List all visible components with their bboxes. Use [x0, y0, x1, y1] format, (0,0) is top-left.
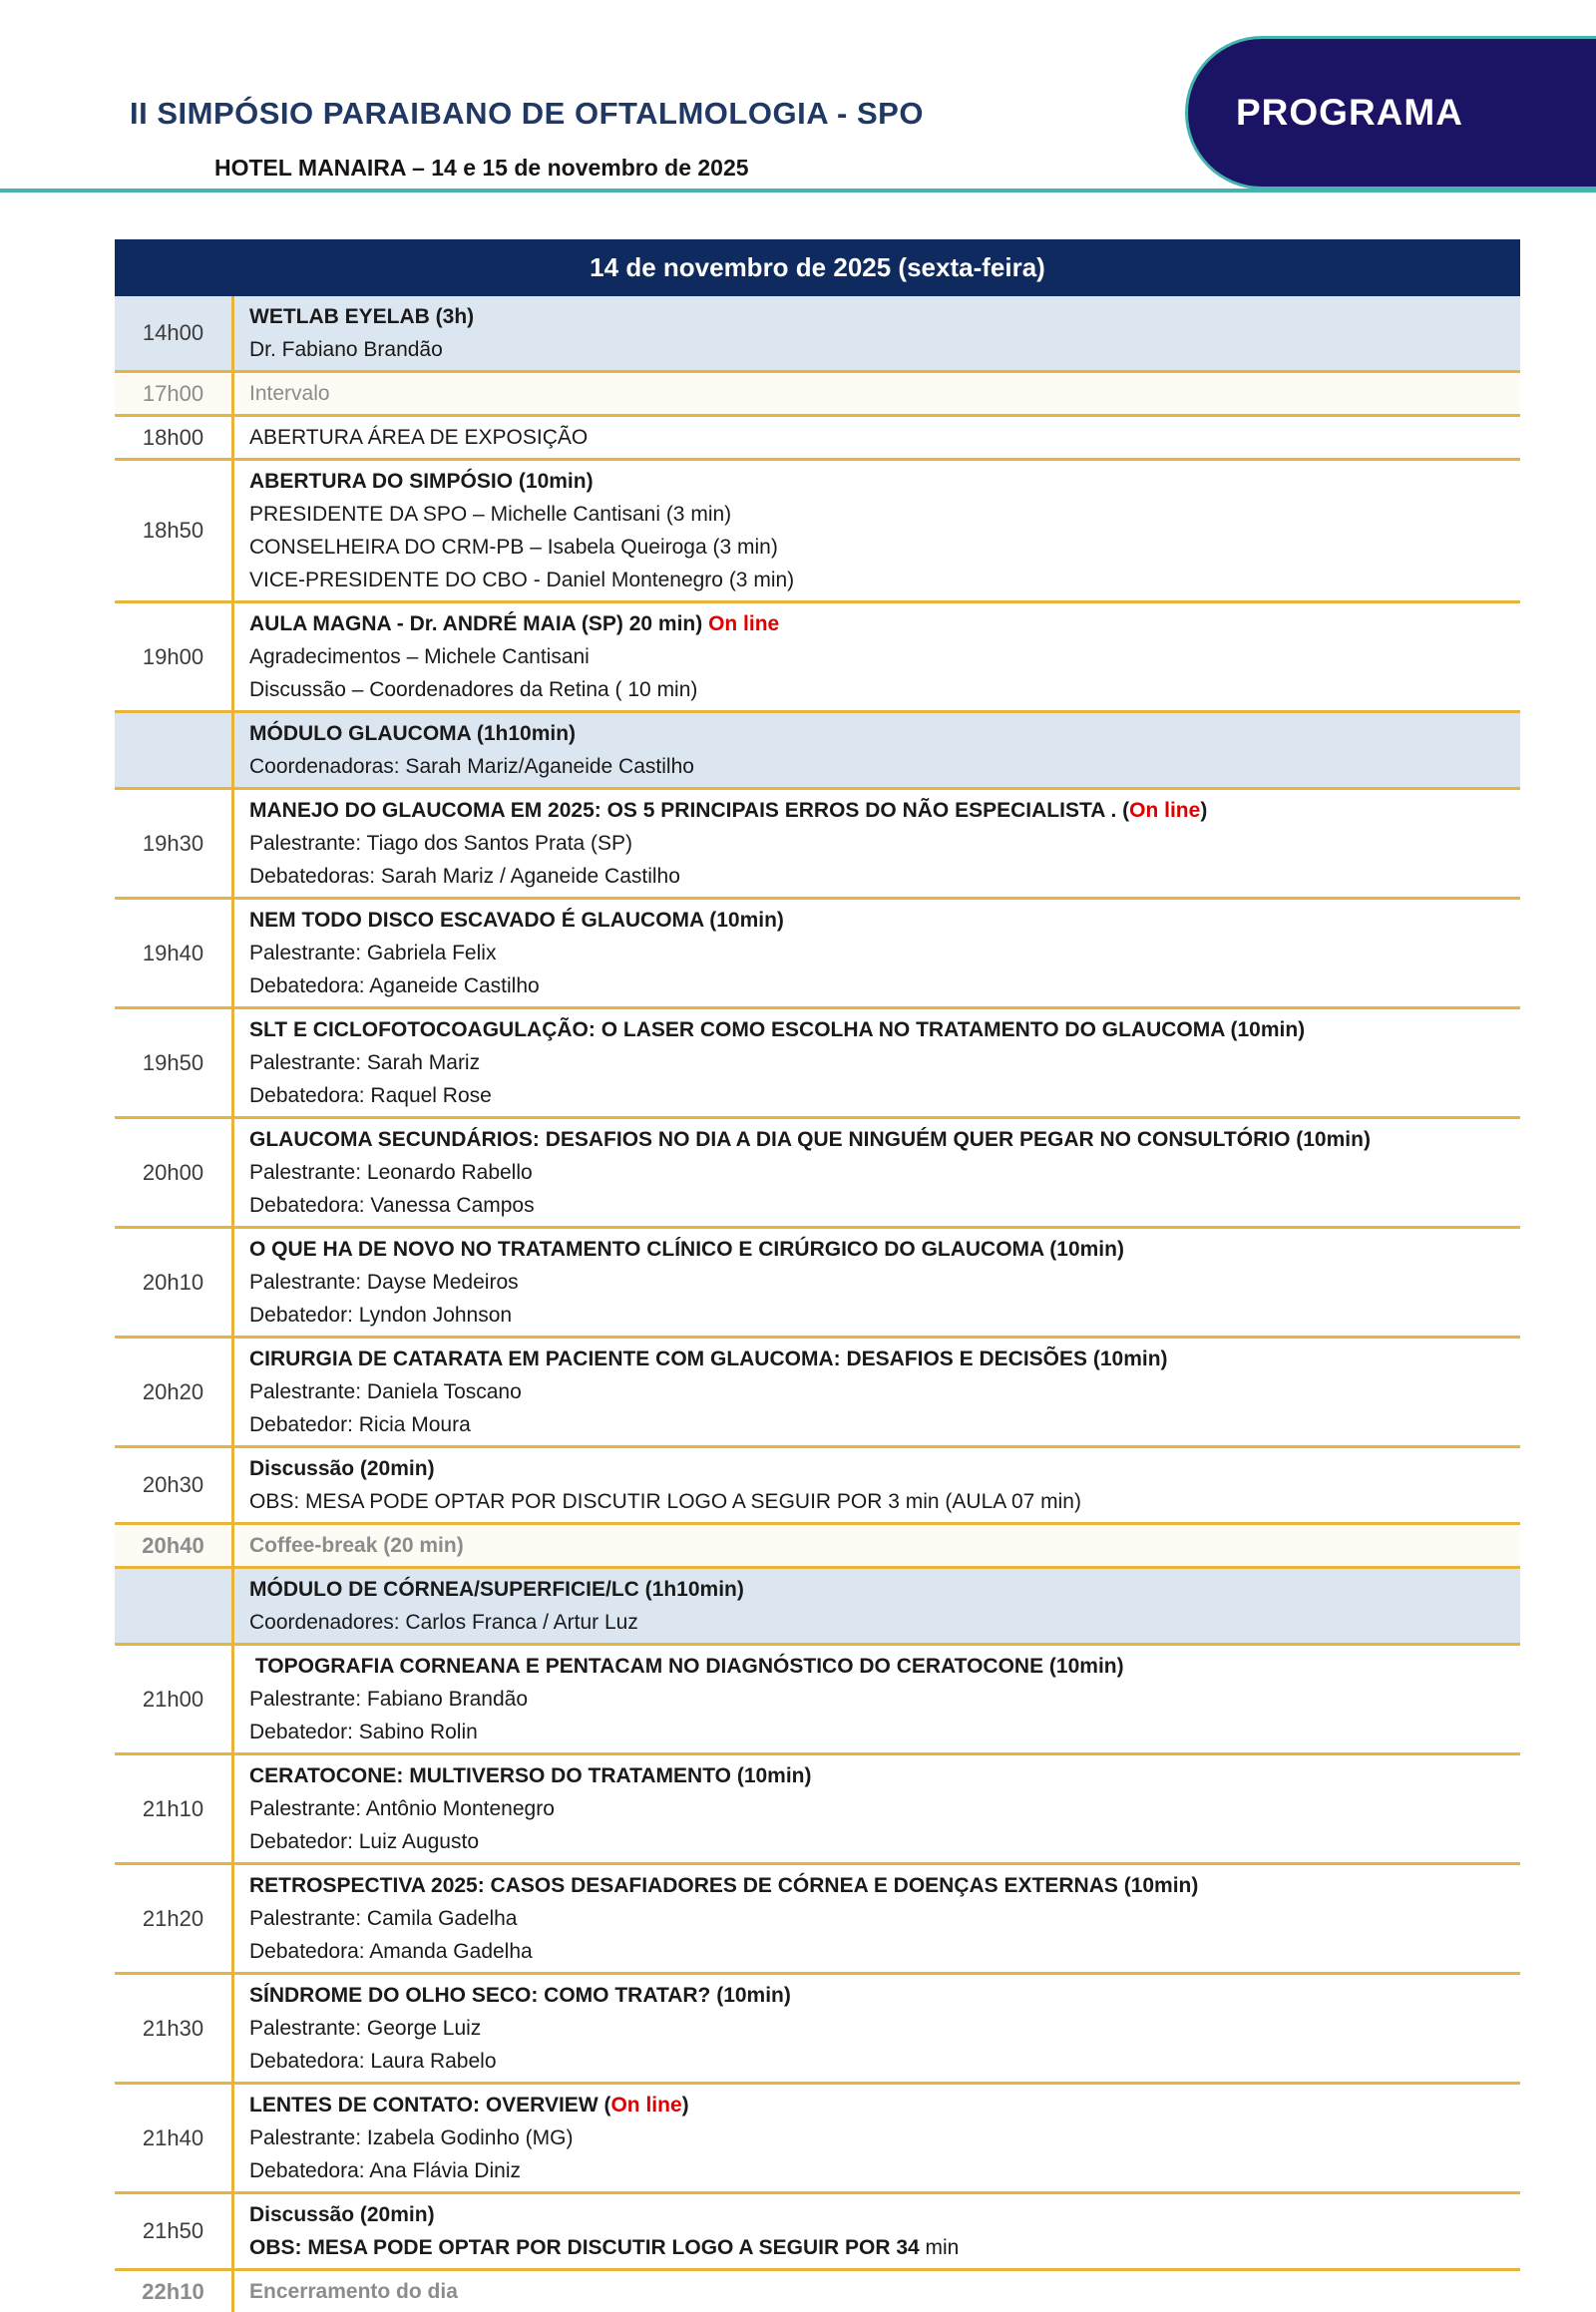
schedule-row	[115, 603, 1520, 713]
text-segment: AULA MAGNA - Dr. ANDRÉ MAIA (SP) 20 min)	[249, 612, 709, 635]
schedule-row	[115, 1865, 1520, 1975]
session-line	[249, 1683, 1510, 1716]
header-divider-rule	[0, 189, 1596, 193]
text-segment: ABERTURA ÁREA DE EXPOSIÇÃO	[249, 426, 589, 449]
text-segment: MÓDULO DE CÓRNEA/SUPERFICIE/LC (1h10min)	[249, 1578, 744, 1601]
session-line	[249, 1573, 1510, 1606]
session-content	[231, 790, 1520, 897]
text-segment: CERATOCONE: MULTIVERSO DO TRATAMENTO (10min)	[249, 1764, 812, 1787]
session-line	[249, 1013, 1510, 1046]
session-line	[249, 2121, 1510, 2154]
text-segment: Debatedora: Amanda Gadelha	[249, 1940, 533, 1963]
session-content	[231, 373, 1520, 414]
time-cell: 19h40	[142, 940, 204, 965]
text-segment: Palestrante: Izabela Godinho (MG)	[249, 2126, 574, 2149]
schedule-row	[115, 461, 1520, 603]
session-content	[231, 296, 1520, 370]
schedule-row	[115, 713, 1520, 790]
text-segment: WETLAB EYELAB (3h)	[249, 305, 475, 328]
text-segment: O QUE HA DE NOVO NO TRATAMENTO CLÍNICO E CIRÚRGICO DO GLAUCOMA (10min)	[249, 1238, 1124, 1261]
session-line	[249, 673, 1510, 706]
session-content	[231, 603, 1520, 710]
session-line	[249, 531, 1510, 564]
event-venue-date: HOTEL MANAIRA – 14 e 15 de novembro de 2025	[214, 155, 749, 181]
time-cell: 21h00	[142, 1686, 204, 1712]
session-line	[249, 498, 1510, 531]
time-cell	[115, 713, 231, 787]
session-line	[249, 969, 1510, 1002]
session-line	[249, 1266, 1510, 1299]
session-line	[249, 1759, 1510, 1792]
time-cell: 18h00	[142, 424, 204, 450]
schedule-row	[115, 1569, 1520, 1646]
programa-badge-label: PROGRAMA	[1236, 92, 1463, 133]
session-line	[249, 1233, 1510, 1266]
time-cell: 19h50	[142, 1049, 204, 1075]
session-line	[249, 1869, 1510, 1902]
schedule-row	[115, 2194, 1520, 2271]
schedule-rows	[115, 296, 1520, 2312]
session-line	[249, 1408, 1510, 1441]
session-line	[249, 1343, 1510, 1375]
session-line	[249, 1299, 1510, 1332]
schedule-row	[115, 790, 1520, 900]
time-cell: 18h50	[142, 518, 204, 543]
schedule-row	[115, 1339, 1520, 1448]
session-line	[249, 564, 1510, 596]
time-cell: 14h00	[142, 320, 204, 345]
text-segment: Coordenadores: Carlos Franca / Artur Luz	[249, 1611, 638, 1634]
time-cell: 20h20	[142, 1378, 204, 1404]
session-content	[231, 1646, 1520, 1752]
session-line	[249, 2154, 1510, 2187]
text-segment: Debatedor: Sabino Rolin	[249, 1721, 478, 1743]
time-cell: 22h10	[142, 2278, 204, 2304]
text-segment: Debatedora: Laura Rabelo	[249, 2050, 497, 2073]
session-line	[249, 2089, 1510, 2121]
time-cell: 17h00	[142, 380, 204, 406]
time-cell: 20h00	[142, 1159, 204, 1185]
session-line	[249, 465, 1510, 498]
schedule-row	[115, 1119, 1520, 1229]
text-segment: LENTES DE CONTATO: OVERVIEW (	[249, 2094, 611, 2117]
session-content	[231, 461, 1520, 600]
text-segment: Palestrante: Camila Gadelha	[249, 1907, 518, 1930]
text-segment: MÓDULO GLAUCOMA (1h10min)	[249, 722, 577, 745]
text-segment: TOPOGRAFIA CORNEANA E PENTACAM NO DIAGNÓSTICO DO CERATOCONE (10min)	[249, 1655, 1124, 1678]
schedule-row	[115, 1009, 1520, 1119]
text-segment: Debatedora: Raquel Rose	[249, 1084, 492, 1107]
page-header	[0, 0, 1596, 193]
session-content	[231, 2085, 1520, 2191]
time-cell: 20h10	[142, 1269, 204, 1295]
session-content	[231, 1229, 1520, 1336]
text-segment: On line	[1129, 799, 1201, 822]
text-segment: CIRURGIA DE CATARATA EM PACIENTE COM GLAUCOMA: DESAFIOS E DECISÕES (10min)	[249, 1348, 1168, 1370]
text-segment: Palestrante: Sarah Mariz	[249, 1051, 481, 1074]
session-line	[249, 1189, 1510, 1222]
schedule-row	[115, 1448, 1520, 1525]
session-content	[231, 1119, 1520, 1226]
text-segment: Dr. Fabiano Brandão	[249, 338, 443, 361]
time-cell: 19h30	[142, 830, 204, 856]
session-content	[231, 1339, 1520, 1445]
text-segment: Palestrante: Fabiano Brandão	[249, 1688, 529, 1711]
text-segment: NEM TODO DISCO ESCAVADO É GLAUCOMA (10min)	[249, 909, 784, 932]
session-content	[231, 1865, 1520, 1972]
text-segment: Palestrante: George Luiz	[249, 2017, 482, 2040]
schedule-row	[115, 1525, 1520, 1569]
session-content	[231, 900, 1520, 1006]
text-segment: Discussão – Coordenadores da Retina ( 10 min)	[249, 678, 698, 701]
text-segment: SLT E CICLOFOTOCOAGULAÇÃO: O LASER COMO ESCOLHA NO TRATAMENTO DO GLAUCOMA (10min)	[249, 1018, 1306, 1041]
text-segment: OBS: MESA PODE OPTAR POR DISCUTIR LOGO A SEGUIR POR 34	[249, 2236, 920, 2259]
session-line	[249, 1650, 1510, 1683]
session-line	[249, 1935, 1510, 1968]
time-cell: 20h30	[142, 1472, 204, 1497]
text-segment: On line	[610, 2094, 682, 2117]
session-line	[249, 1979, 1510, 2012]
session-content	[231, 1569, 1520, 1643]
session-line	[249, 640, 1510, 673]
schedule-row	[115, 373, 1520, 417]
text-segment: CONSELHEIRA DO CRM-PB – Isabela Queiroga (3 min)	[249, 536, 778, 559]
session-line	[249, 750, 1510, 783]
session-line	[249, 1156, 1510, 1189]
text-segment: Agradecimentos – Michele Cantisani	[249, 645, 590, 668]
session-line	[249, 2198, 1510, 2231]
session-line	[249, 2231, 1510, 2264]
time-cell: 21h20	[142, 1905, 204, 1931]
programa-badge	[1185, 36, 1596, 190]
time-cell: 21h10	[142, 1795, 204, 1821]
session-line	[249, 937, 1510, 969]
text-segment: VICE-PRESIDENTE DO CBO - Daniel Montenegro (3 min)	[249, 569, 795, 591]
session-line	[249, 1902, 1510, 1935]
session-line	[249, 904, 1510, 937]
session-line	[249, 1485, 1510, 1518]
text-segment: Discussão (20min)	[249, 1457, 435, 1480]
session-line	[249, 1079, 1510, 1112]
text-segment: Debatedora: Ana Flávia Diniz	[249, 2159, 521, 2182]
schedule-table	[115, 239, 1520, 2312]
text-segment: Palestrante: Daniela Toscano	[249, 1380, 522, 1403]
session-line	[249, 1825, 1510, 1858]
session-line	[249, 1452, 1510, 1485]
session-line	[249, 2012, 1510, 2045]
text-segment: On line	[708, 612, 780, 635]
session-content	[231, 1975, 1520, 2082]
text-segment: PRESIDENTE DA SPO – Michelle Cantisani (3 min)	[249, 503, 732, 526]
text-segment: Palestrante: Gabriela Felix	[249, 942, 497, 964]
session-line	[249, 1046, 1510, 1079]
time-cell: 19h00	[142, 643, 204, 669]
session-content	[231, 2271, 1520, 2312]
session-content	[231, 1009, 1520, 1116]
time-cell: 21h50	[142, 2218, 204, 2243]
schedule-row	[115, 296, 1520, 373]
session-line	[249, 860, 1510, 893]
text-segment: Debatedora: Aganeide Castilho	[249, 974, 540, 997]
text-segment: Palestrante: Leonardo Rabello	[249, 1161, 533, 1184]
time-cell: 21h30	[142, 2015, 204, 2041]
text-segment: Debatedor: Ricia Moura	[249, 1413, 471, 1436]
text-segment: OBS: MESA PODE OPTAR POR DISCUTIR LOGO A SEGUIR POR 3 min (AULA 07 min)	[249, 1490, 1081, 1513]
text-segment: Debatedora: Vanessa Campos	[249, 1194, 535, 1217]
session-line	[249, 333, 1510, 366]
text-segment: GLAUCOMA SECUNDÁRIOS: DESAFIOS NO DIA A DIA QUE NINGUÉM QUER PEGAR NO CONSULTÓRIO (10min)	[249, 1128, 1371, 1151]
text-segment: SÍNDROME DO OLHO SECO: COMO TRATAR? (10min)	[249, 1984, 791, 2007]
time-cell: 20h40	[142, 1532, 204, 1558]
session-line	[249, 1716, 1510, 1748]
schedule-row	[115, 1755, 1520, 1865]
schedule-row	[115, 2271, 1520, 2312]
text-segment: Coffee-break (20 min)	[249, 1534, 464, 1557]
session-line	[249, 1792, 1510, 1825]
text-segment: Discussão (20min)	[249, 2203, 435, 2226]
event-title: II SIMPÓSIO PARAIBANO DE OFTALMOLOGIA - SPO	[130, 96, 924, 131]
schedule-row	[115, 417, 1520, 461]
schedule-row	[115, 1646, 1520, 1755]
session-line	[249, 377, 1510, 410]
session-line	[249, 1606, 1510, 1639]
session-line	[249, 1529, 1510, 1562]
schedule-row	[115, 1229, 1520, 1339]
text-segment: )	[681, 2094, 689, 2117]
text-segment: RETROSPECTIVA 2025: CASOS DESAFIADORES DE CÓRNEA E DOENÇAS EXTERNAS (10min)	[249, 1874, 1199, 1897]
session-line	[249, 607, 1510, 640]
schedule-row	[115, 2085, 1520, 2194]
session-line	[249, 717, 1510, 750]
text-segment: MANEJO DO GLAUCOMA EM 2025: OS 5 PRINCIPAIS ERROS DO NÃO ESPECIALISTA . (	[249, 799, 1130, 822]
session-line	[249, 2045, 1510, 2078]
text-segment: ABERTURA DO SIMPÓSIO (10min)	[249, 470, 594, 493]
text-segment: Intervalo	[249, 382, 330, 405]
text-segment: Encerramento do dia	[249, 2280, 458, 2303]
day-header: 14 de novembro de 2025 (sexta-feira)	[115, 239, 1520, 296]
session-content	[231, 2194, 1520, 2268]
text-segment: )	[1200, 799, 1208, 822]
schedule-row	[115, 900, 1520, 1009]
session-content	[231, 417, 1520, 458]
text-segment: Debatedoras: Sarah Mariz / Aganeide Castilho	[249, 865, 680, 888]
session-line	[249, 827, 1510, 860]
time-cell	[115, 1569, 231, 1643]
session-content	[231, 713, 1520, 787]
text-segment: Palestrante: Antônio Montenegro	[249, 1797, 555, 1820]
session-content	[231, 1525, 1520, 1566]
text-segment: min	[919, 2236, 960, 2259]
session-content	[231, 1448, 1520, 1522]
text-segment: Debatedor: Luiz Augusto	[249, 1830, 479, 1853]
session-line	[249, 1375, 1510, 1408]
session-line	[249, 421, 1510, 454]
text-segment: Palestrante: Dayse Medeiros	[249, 1271, 519, 1294]
text-segment: Debatedor: Lyndon Johnson	[249, 1304, 513, 1327]
text-segment: Coordenadoras: Sarah Mariz/Aganeide Castilho	[249, 755, 694, 778]
text-segment: Palestrante: Tiago dos Santos Prata (SP)	[249, 832, 633, 855]
session-content	[231, 1755, 1520, 1862]
session-line	[249, 794, 1510, 827]
time-cell: 21h40	[142, 2124, 204, 2150]
schedule-row	[115, 1975, 1520, 2085]
session-line	[249, 2275, 1510, 2308]
session-line	[249, 300, 1510, 333]
session-line	[249, 1123, 1510, 1156]
